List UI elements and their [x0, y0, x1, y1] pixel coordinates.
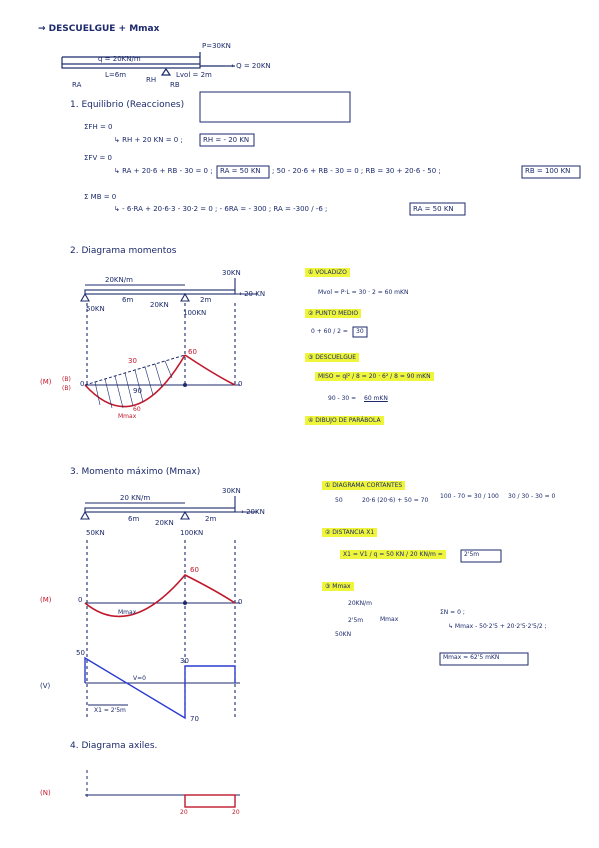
step3-title: ③ DESCUELGUE [305, 353, 359, 362]
s3-step1-title: ① DIAGRAMA CORTANTES [322, 481, 405, 490]
mb-eq: ↳ - 6·RA + 20·6·3 - 30·2 = 0 ; - 6RA = - 300 ; RA = -300 / -6 ; [114, 205, 328, 213]
s3-v0b: 0 [238, 598, 243, 606]
s3-v0: V=0 [133, 675, 146, 682]
s2-span6: 6m [122, 296, 134, 304]
s3-span6: 6m [128, 515, 140, 523]
s3-r50: 50KN [86, 529, 105, 537]
s2-span2: 2m [200, 296, 212, 304]
s2-r50: 50KN [86, 305, 105, 313]
s3-step3-m: Mmax [380, 616, 399, 623]
step3-res: 60 mKN [364, 395, 388, 402]
s3-step3-eq1: ΣN = 0 ; [440, 609, 465, 616]
s2-m-label: (M) [40, 378, 52, 386]
s4-n-label: (N) [40, 789, 51, 797]
fv-res1: RA = 50 KN [220, 167, 261, 175]
step4-title: ④ DIBUJO DE PARÁBOLA [305, 416, 384, 425]
step2-title: ② PUNTO MEDIO [305, 309, 361, 318]
load-q: q = 20KN/m [98, 55, 141, 63]
s2-lb2: (B) [62, 385, 71, 392]
s3-step3-load: 20KN/m [348, 600, 372, 607]
section3-title: 3. Momento máximo (Mmax) [70, 467, 201, 477]
fv-eq: ↳ RA + 20·6 + RB - 30 = 0 ; [114, 167, 213, 175]
ra-label: RA [72, 81, 82, 89]
s3-v-label: (V) [40, 682, 51, 690]
mb-res: RA = 50 KN [413, 205, 454, 213]
s2-v0b: 0 [238, 380, 243, 388]
s2-v60: 60 [188, 348, 197, 356]
page-title: → DESCUELGUE + Mmax [38, 24, 160, 34]
span-volad: Lvol = 2m [176, 71, 212, 79]
fh-head: ΣFH = 0 [84, 123, 113, 131]
section4-title: 4. Diagrama axiles. [70, 741, 158, 751]
s3-step2-res: 2'5m [464, 551, 480, 558]
s3-load: 20 KN/m [120, 494, 151, 502]
step3-eq2: 90 - 30 = [328, 395, 357, 402]
q-label: → Q = 20KN [228, 62, 271, 70]
section2-moment-diagram [85, 355, 243, 408]
s4-v20a: 20 [180, 809, 188, 816]
s2-rh: 20KN [150, 301, 169, 309]
s2-load: 20KN/m [105, 276, 133, 284]
step1-title: ① VOLADIZO [305, 268, 350, 277]
section2-title: 2. Diagrama momentos [70, 246, 177, 256]
s2-v90: 90 [133, 387, 142, 395]
free-body-box [200, 92, 350, 122]
s3-span2: 2m [205, 515, 217, 523]
s4-v20b: 20 [232, 809, 240, 816]
s2-v30: 30 [128, 357, 137, 365]
s3-step1-c: 100 - 70 = 30 / 100 [440, 493, 499, 500]
s2-r100: 100KN [183, 309, 207, 317]
s2-lb: (B) [62, 376, 71, 383]
section3-beam [81, 496, 258, 720]
s3-step1-b: 20·6 (20·6) + 50 = 70 [362, 497, 429, 504]
s2-mmax: Mmax [118, 413, 137, 420]
s3-step2-title: ② DISTANCIA X1 [322, 528, 377, 537]
span-l: L=6m [105, 71, 127, 79]
s3-v0a: 0 [78, 596, 83, 604]
s3-step3-title: ③ Mmax [322, 582, 354, 591]
s3-step1-a: 50 [335, 497, 343, 504]
s3-q20: → 20KN [238, 508, 265, 516]
s3-r100: 100KN [180, 529, 204, 537]
s3-m-label: (M) [40, 596, 52, 604]
fv-eq2: ; 50 - 20·6 + RB - 30 = 0 ; RB = 30 + 20·6 - 50 ; [272, 167, 441, 175]
section4-axial-diagram [85, 770, 240, 807]
s2-v0a: 0 [80, 380, 85, 388]
s3-rh: 20KN [155, 519, 174, 527]
step2-res: 30 [356, 328, 364, 335]
s2-q20: → 20 KN [236, 290, 266, 298]
s3-step3-r: 50KN [335, 631, 352, 638]
s3-step2-eq: X1 = V1 / q = 50 KN / 20 KN/m = [340, 550, 446, 559]
rb-label: RB [170, 81, 180, 89]
s3-step3-eq2: ↳ Mmax - 50·2'5 + 20·2'5·2'5/2 ; [448, 623, 547, 630]
s3-step3-span: 2'5m [348, 617, 364, 624]
s3-step3-res: Mmax = 62'5 mKN [443, 654, 500, 661]
step2-eq: 0 + 60 / 2 = [311, 328, 348, 335]
rh-label: RH [146, 76, 157, 84]
s3-v30: 30 [180, 657, 189, 665]
section1-title: 1. Equilibrio (Reacciones) [70, 100, 185, 110]
s2-p: 30KN [222, 269, 241, 277]
s3-v70: 70 [190, 715, 199, 723]
fh-res: RH = - 20 KN [203, 136, 250, 144]
s3-v50: 50 [76, 649, 85, 657]
fv-res2: RB = 100 KN [525, 167, 571, 175]
load-p: P=30KN [202, 42, 231, 50]
s3-x1: X1 = 2'5m [94, 707, 126, 714]
fv-head: ΣFV = 0 [84, 154, 113, 162]
s3-mmax: Mmax [118, 609, 137, 616]
mb-head: Σ MB = 0 [84, 193, 117, 201]
fh-eq: ↳ RH + 20 KN = 0 ; [114, 136, 183, 144]
s3-p: 30KN [222, 487, 241, 495]
s2-v60b: 60 [133, 406, 141, 413]
s3-step1-d: 30 / 30 - 30 = 0 [508, 493, 556, 500]
step3-eq1: MISO = ql² / 8 = 20 · 6² / 8 = 90 mKN [315, 372, 434, 381]
section2-beam [81, 278, 258, 385]
s3-v60: 60 [190, 566, 199, 574]
step1-eq: Mvol = P·L = 30 · 2 = 60 mKN [318, 289, 409, 296]
section3-moment-diagram [85, 575, 243, 616]
